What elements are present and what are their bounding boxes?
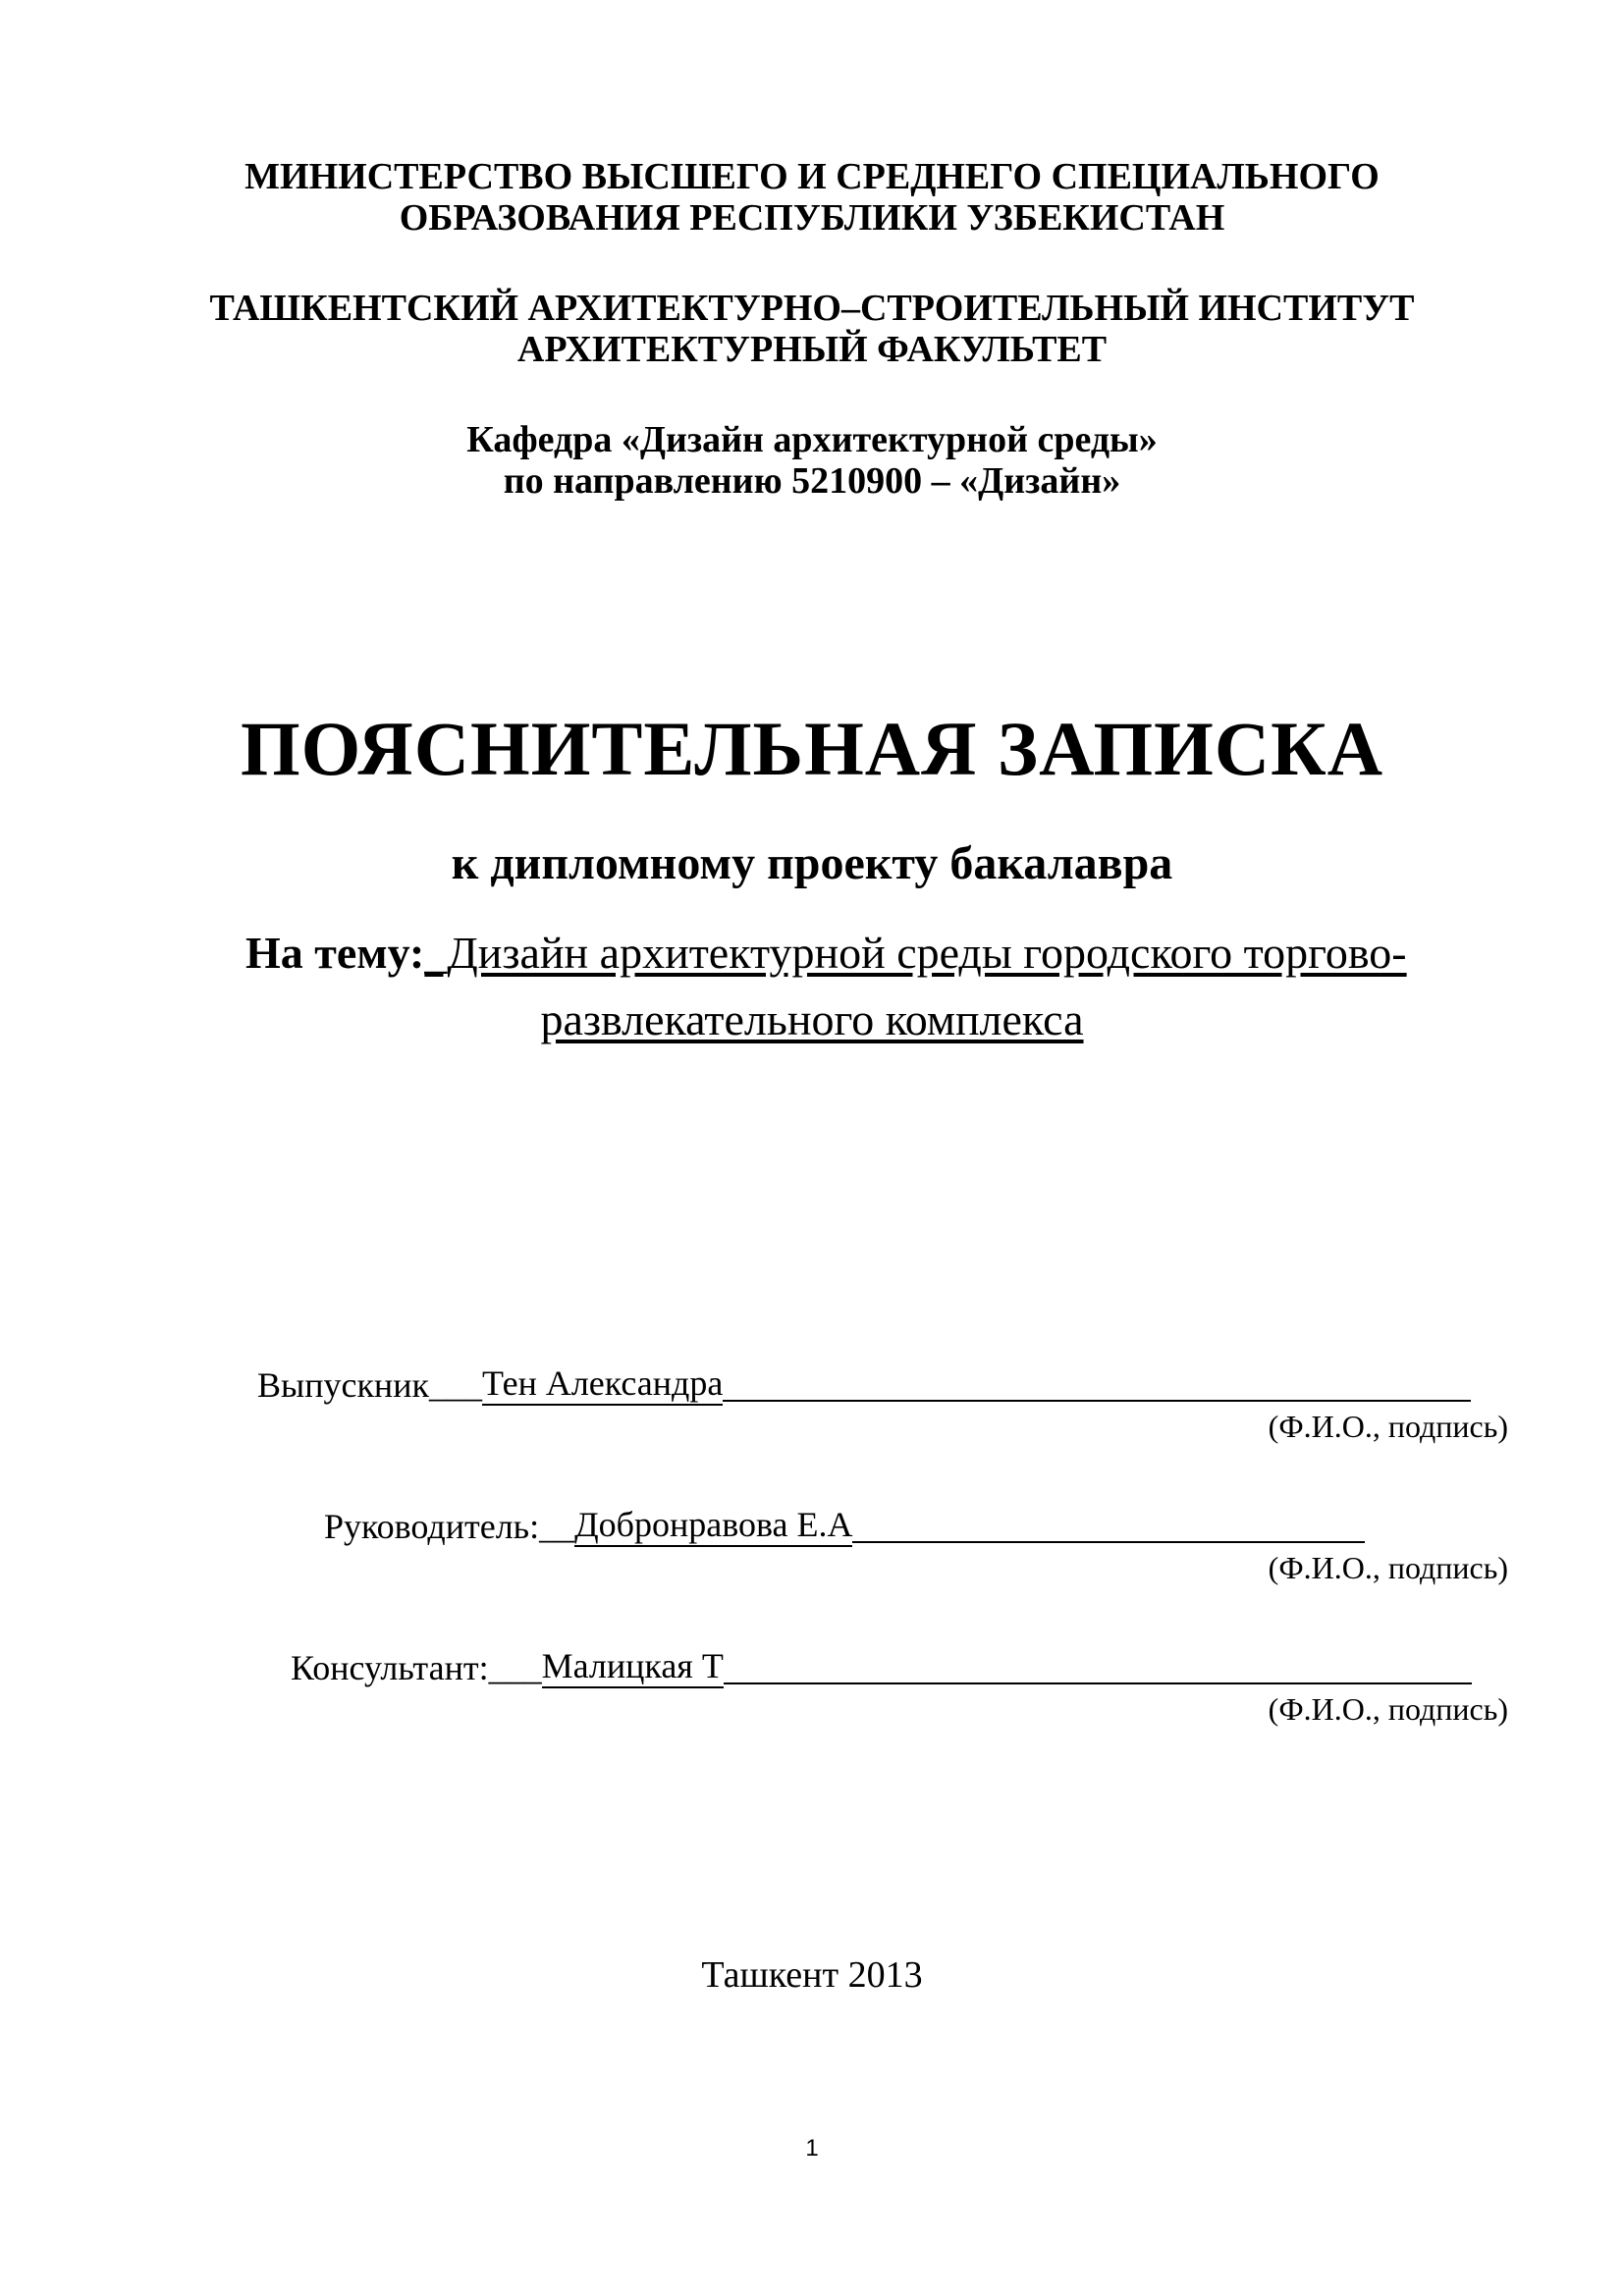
department-line: Кафедра «Дизайн архитектурной среды» <box>466 419 1158 460</box>
topic-text-line-2: развлекательного комплекса <box>540 994 1084 1044</box>
supervisor-label: Руководитель:__ <box>324 1507 575 1546</box>
graduate-signature-line <box>723 1364 1471 1402</box>
topic-label: На тему: <box>245 928 425 978</box>
document-title: ПОЯСНИТЕЛЬНАЯ ЗАПИСКА <box>240 706 1384 791</box>
graduate-name: Тен Александра <box>482 1362 723 1406</box>
document-subtitle: к дипломному проекту бакалавра <box>451 837 1173 889</box>
topic-line-1 <box>245 927 1407 980</box>
consultant-signature-line <box>724 1647 1472 1684</box>
direction-line: по направлению 5210900 – «Дизайн» <box>503 460 1121 502</box>
topic-text-line-1: _Дизайн архитектурной среды городского торгово- <box>424 928 1407 978</box>
city-year: Ташкент 2013 <box>701 1954 923 1996</box>
consultant-caption: (Ф.И.О., подпись) <box>1268 1691 1508 1727</box>
supervisor-signature-row <box>324 1504 1365 1547</box>
topic-line-2 <box>0 993 1624 1046</box>
graduate-label: Выпускник___ <box>257 1365 482 1405</box>
ministry-line-2: ОБРАЗОВАНИЯ РЕСПУБЛИКИ УЗБЕКИСТАН <box>399 197 1225 239</box>
page-number: 1 <box>805 2135 819 2162</box>
consultant-name: Малицкая Т <box>542 1645 724 1688</box>
supervisor-name: Добронравова Е.А <box>574 1504 852 1547</box>
ministry-line-1: МИНИСТЕРСТВО ВЫСШЕГО И СРЕДНЕГО СПЕЦИАЛЬНОГО <box>244 156 1380 197</box>
institute-line-1: ТАШКЕНТСКИЙ АРХИТЕКТУРНО–СТРОИТЕЛЬНЫЙ ИНСТИТУТ <box>209 288 1415 329</box>
supervisor-signature-line <box>852 1506 1365 1543</box>
faculty-line: АРХИТЕКТУРНЫЙ ФАКУЛЬТЕТ <box>516 329 1108 370</box>
supervisor-caption: (Ф.И.О., подпись) <box>1268 1550 1508 1585</box>
consultant-signature-row <box>291 1645 1472 1688</box>
graduate-signature-row <box>257 1362 1471 1406</box>
graduate-caption: (Ф.И.О., подпись) <box>1268 1409 1508 1444</box>
consultant-label: Консультант:___ <box>291 1648 542 1687</box>
